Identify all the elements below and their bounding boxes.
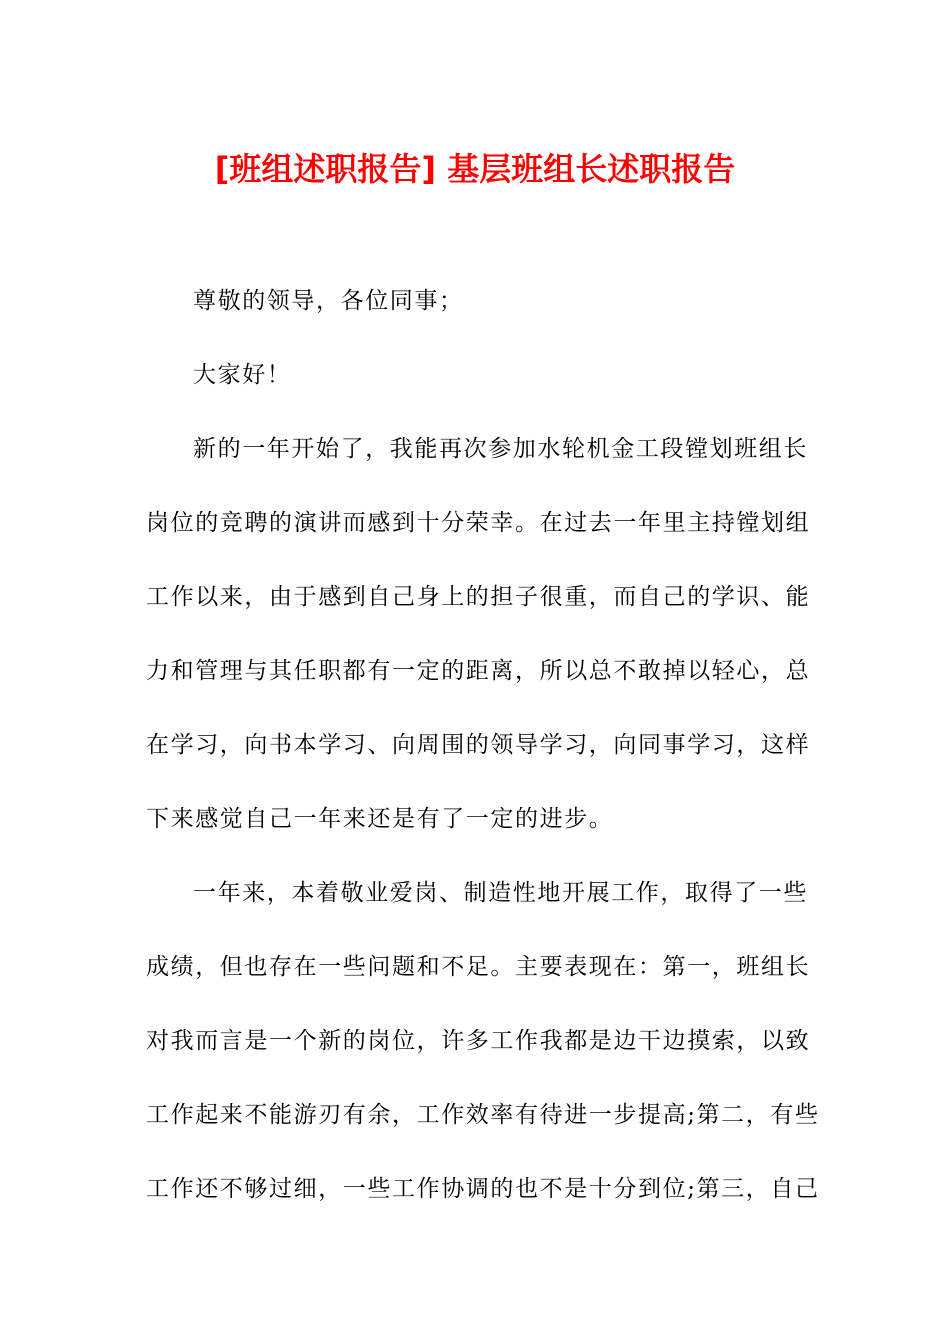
paragraph-line: 新的一年开始了，我能再次参加水轮机金工段镗划班组长 bbox=[193, 436, 808, 462]
paragraph-line: 一年来，本着敬业爱岗、制造性地开展工作，取得了一些 bbox=[193, 880, 808, 906]
paragraph-line: 工作以来，由于感到自己身上的担子很重，而自己的学识、能 bbox=[146, 584, 811, 610]
document-title: [班组述职报告] 基层班组长述职报告 bbox=[214, 150, 736, 188]
paragraph-line: 下来感觉自己一年来还是有了一定的进步。 bbox=[146, 806, 614, 832]
paragraph-line: 成绩，但也存在一些问题和不足。主要表现在：第一，班组长 bbox=[146, 954, 811, 980]
paragraph-line: 工作还不够过细，一些工作协调的也不是十分到位;第三，自己 bbox=[146, 1176, 820, 1202]
greeting-line: 大家好！ bbox=[193, 362, 292, 388]
paragraph-line: 工作起来不能游刃有余，工作效率有待进一步提高;第二，有些 bbox=[146, 1102, 820, 1128]
salutation-line: 尊敬的领导，各位同事； bbox=[193, 288, 464, 314]
paragraph-line: 对我而言是一个新的岗位，许多工作我都是边干边摸索，以致 bbox=[146, 1028, 811, 1054]
paragraph-line: 在学习，向书本学习、向周围的领导学习，向同事学习，这样 bbox=[146, 732, 811, 758]
document-body bbox=[146, 282, 820, 1244]
paragraph-line: 力和管理与其任职都有一定的距离，所以总不敢掉以轻心，总 bbox=[146, 658, 811, 684]
paragraph-line: 岗位的竞聘的演讲而感到十分荣幸。在过去一年里主持镗划组 bbox=[146, 510, 811, 536]
